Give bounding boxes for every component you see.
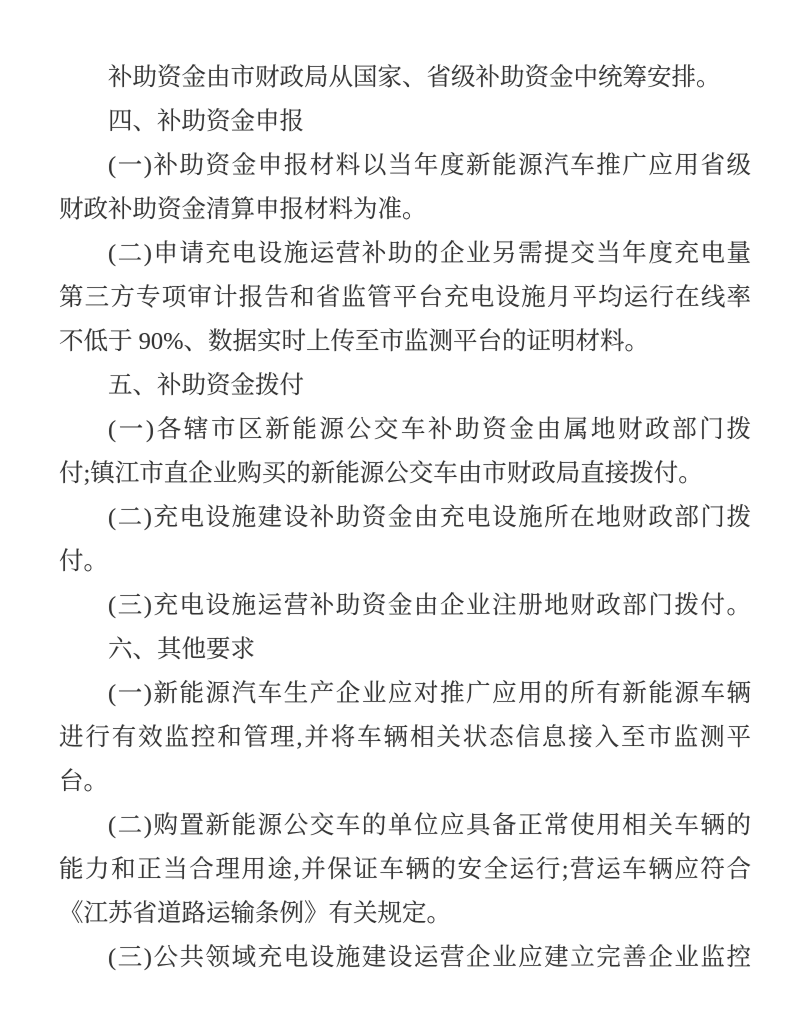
text-line: (二)购置新能源公交车的单位应具备正常使用相关车辆的 <box>108 812 751 839</box>
text-line: 不低于 90%、数据实时上传至市监测平台的证明材料。 <box>59 328 650 355</box>
text-line: 付;镇江市直企业购买的新能源公交车由市财政局直接拨付。 <box>59 460 703 487</box>
text-line: 财政补助资金清算申报材料为准。 <box>59 196 427 223</box>
text-line: 第三方专项审计报告和省监管平台充电设施月平均运行在线率 <box>59 284 751 311</box>
text-line: (一)新能源汽车生产企业应对推广应用的所有新能源车辆 <box>108 680 751 707</box>
text-line: (一)各辖市区新能源公交车补助资金由属地财政部门拨 <box>108 416 751 443</box>
text-line: 台。 <box>59 768 108 795</box>
text-line: (二)申请充电设施运营补助的企业另需提交当年度充电量 <box>108 240 751 267</box>
text-line: 四、补助资金申报 <box>108 108 304 135</box>
text-line: 五、补助资金拨付 <box>108 372 304 399</box>
text-line: (三)公共领域充电设施建设运营企业应建立完善企业监控 <box>108 944 751 971</box>
text-line: 进行有效监控和管理,并将车辆相关状态信息接入至市监测平 <box>59 724 751 751</box>
text-line: (二)充电设施建设补助资金由充电设施所在地财政部门拨 <box>108 504 751 531</box>
text-line: (一)补助资金申报材料以当年度新能源汽车推广应用省级 <box>108 152 751 179</box>
document-body <box>59 56 751 980</box>
text-line: 六、其他要求 <box>108 636 255 663</box>
text-line: 付。 <box>59 548 108 575</box>
text-line: 补助资金由市财政局从国家、省级补助资金中统筹安排。 <box>108 64 721 91</box>
text-line: 《江苏省道路运输条例》有关规定。 <box>59 900 451 927</box>
text-line: 能力和正当合理用途,并保证车辆的安全运行;营运车辆应符合 <box>59 856 751 883</box>
text-line: (三)充电设施运营补助资金由企业注册地财政部门拨付。 <box>108 592 751 619</box>
